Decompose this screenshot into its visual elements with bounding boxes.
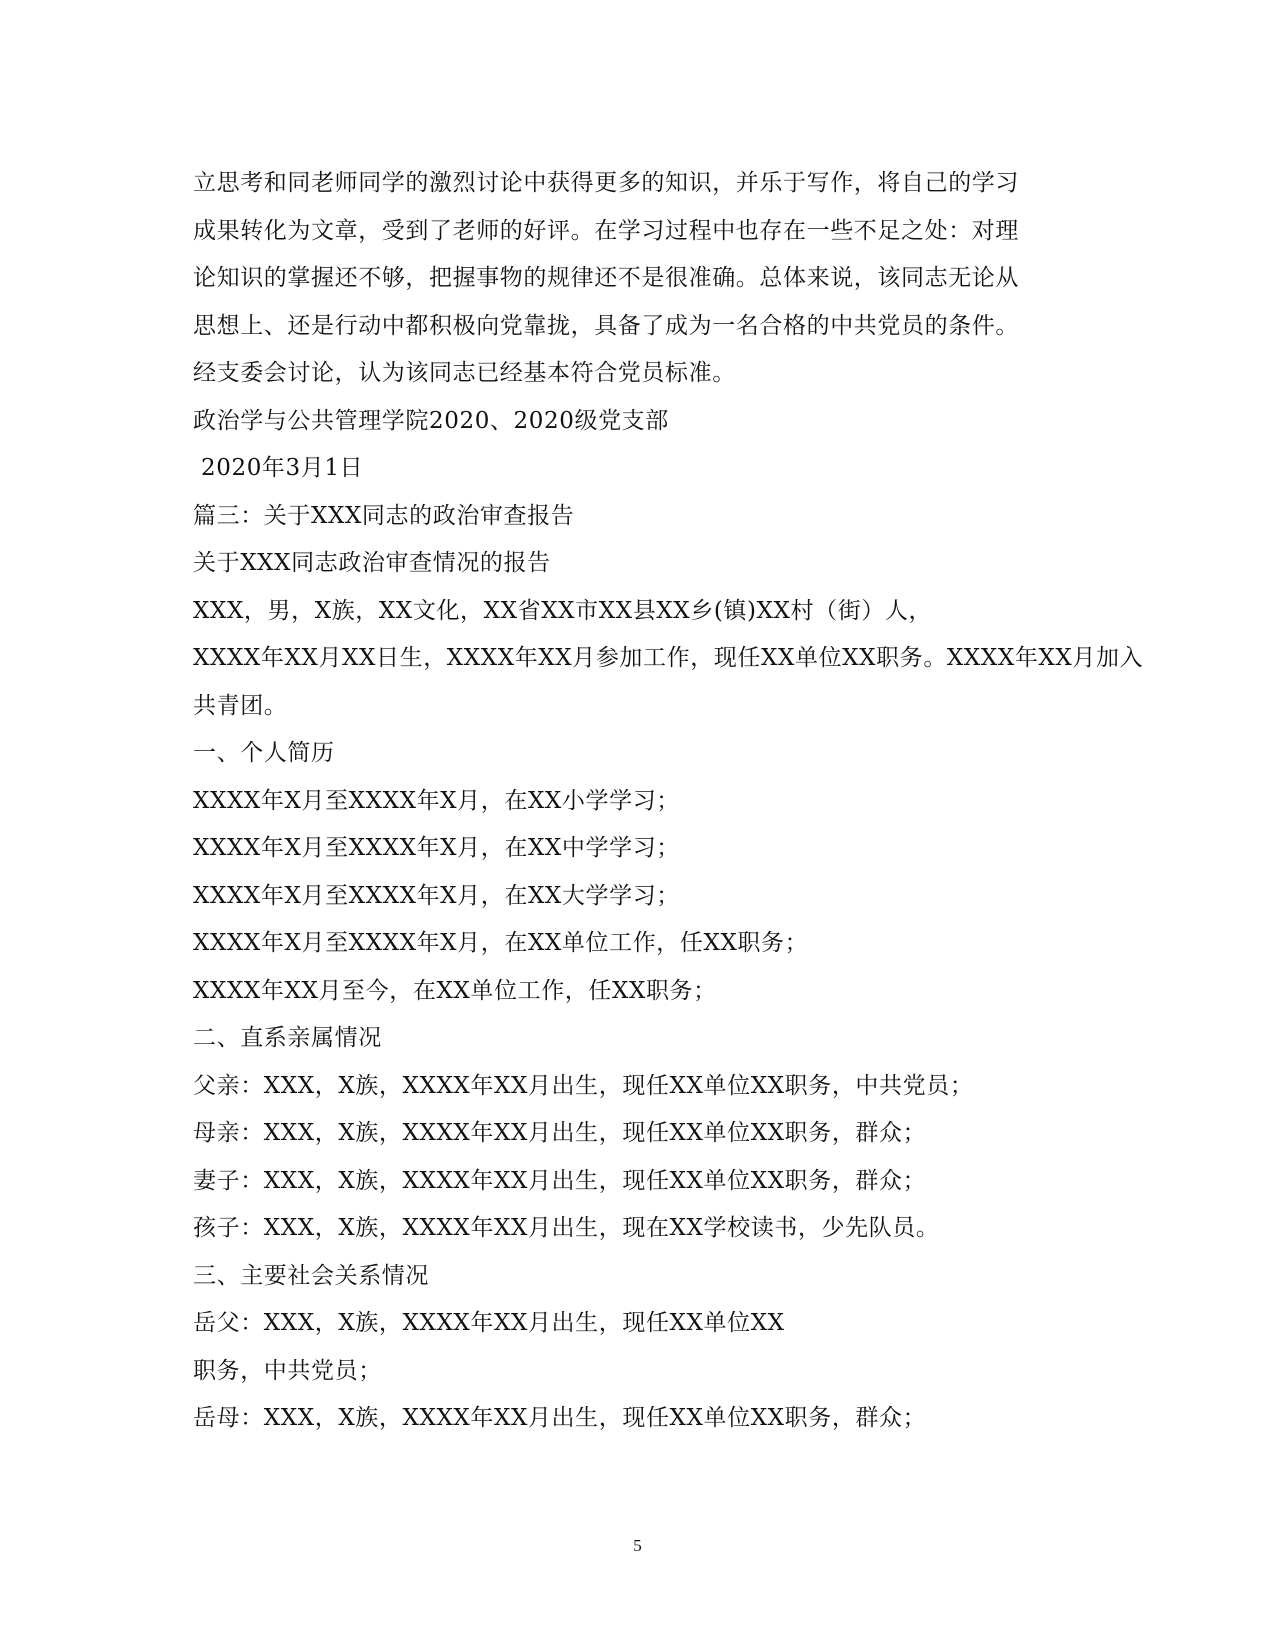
document-body — [193, 160, 1144, 1443]
paragraph-line: 论知识的掌握还不够，把握事物的规律还不是很准确。总体来说，该同志无论从 — [193, 265, 1019, 291]
paragraph-line: XXX，男，X族，XX文化，XX省XX市XX县XX乡(镇)XX村（街）人， — [193, 597, 933, 624]
section-title: 篇三：关于XXX同志的政治审查报告 — [193, 502, 575, 529]
section-heading-resume: 一、个人简历 — [193, 740, 335, 766]
paragraph-line: 共青团。 — [193, 692, 288, 719]
paragraph-line: 经支委会讨论，认为该同志已经基本符合党员标准。 — [193, 360, 736, 386]
section-heading-social: 三、主要社会关系情况 — [193, 1262, 429, 1289]
signature-date: 2020年3月1日 — [201, 455, 364, 481]
list-item: 职务，中共党员； — [193, 1357, 382, 1384]
list-item: 孩子：XXX，X族，XXXX年XX月出生，现在XX学校读书，少先队员。 — [193, 1215, 940, 1241]
list-item: 岳母：XXX，X族，XXXX年XX月出生，现任XX单位XX职务，群众； — [193, 1405, 927, 1431]
list-item: 母亲：XXX，X族，XXXX年XX月出生，现任XX单位XX职务，群众； — [193, 1120, 927, 1146]
section-heading-relatives: 二、直系亲属情况 — [193, 1025, 382, 1051]
report-title: 关于XXX同志政治审查情况的报告 — [193, 550, 551, 576]
paragraph-line: XXXX年XX月XX日生，XXXX年XX月参加工作，现任XX单位XX职务。XXXX年XX月加入 — [193, 645, 1144, 671]
paragraph-line: 思想上、还是行动中都积极向党靠拢，具备了成为一名合格的中共党员的条件。 — [193, 312, 1019, 339]
paragraph-line: 立思考和同老师同学的激烈讨论中获得更多的知识，并乐于写作，将自己的学习 — [193, 170, 1019, 196]
list-item: XXXX年X月至XXXX年X月，在XX单位工作，任XX职务； — [193, 930, 809, 956]
list-item: XXXX年X月至XXXX年X月，在XX小学学习； — [193, 787, 680, 814]
list-item: XXXX年X月至XXXX年X月，在XX大学学习； — [193, 882, 680, 909]
list-item: 妻子：XXX，X族，XXXX年XX月出生，现任XX单位XX职务，群众； — [193, 1167, 927, 1194]
list-item: 岳父：XXX，X族，XXXX年XX月出生，现任XX单位XX — [193, 1310, 785, 1336]
list-item: 父亲：XXX，X族，XXXX年XX月出生，现任XX单位XX职务，中共党员； — [193, 1072, 974, 1099]
signature-organization: 政治学与公共管理学院2020、2020级党支部 — [193, 407, 669, 434]
list-item: XXXX年XX月至今，在XX单位工作，任XX职务； — [193, 977, 717, 1004]
page-number: 5 — [633, 1536, 642, 1555]
paragraph-line: 成果转化为文章，受到了老师的好评。在学习过程中也存在一些不足之处：对理 — [193, 217, 1019, 244]
list-item: XXXX年X月至XXXX年X月，在XX中学学习； — [193, 835, 680, 861]
